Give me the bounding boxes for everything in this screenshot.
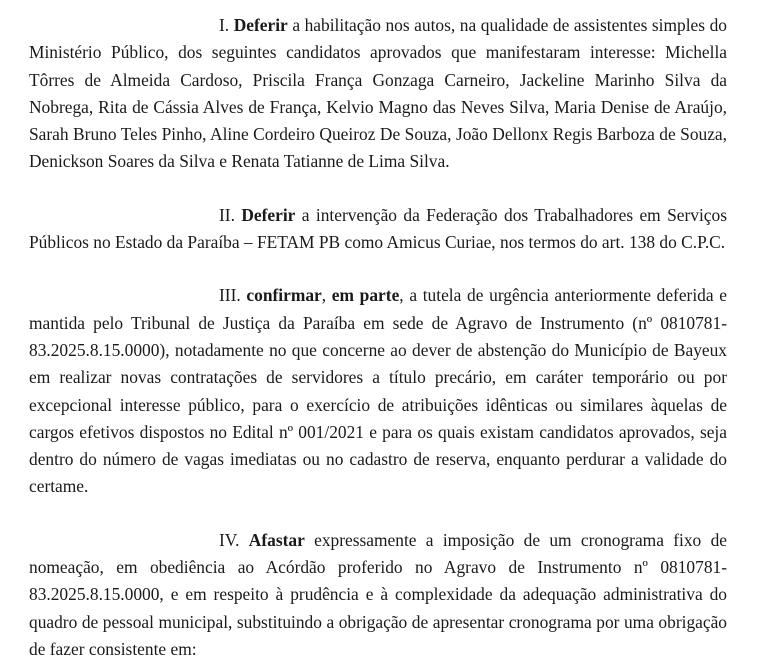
paragraph-numeral: I. (219, 15, 230, 35)
paragraph-numeral: III. (219, 285, 241, 306)
paragraph-numeral: II. (219, 204, 235, 225)
paragraph-text: , a tutela de urgência anteriormente deferida e mantida pelo Tribunal de Justiça da Paraíba em sede de Agravo de Instrumento (nº 0810781-83.2025.8.15.0000), notadamente no que concerne ao dever de abstenção do Município de Bayeux em realizar novas contratações de servidores a título precário, em caráter temporário ou por excepcional interesse público, para o exercício de atribuições idênticas ou similares àquelas de cargos efetivos dispostos no Edital nº 001/2021 e para os quais existam candidatos aprovados, seja dentro do número de vagas imediatas ou no cadastro de reserva, enquanto perdurar a validade do certame. (29, 285, 727, 497)
paragraph-keyword-2: em parte (331, 285, 400, 306)
paragraph-iii (29, 282, 727, 500)
document-body (29, 12, 727, 663)
paragraph-i (29, 12, 727, 176)
paragraph-text: a intervenção da Federação dos Trabalhadores em Serviços Públicos no Estado da Paraíba – FETAM PB como Amicus Curiae, nos termos do art. 138 do C.P.C. (29, 204, 727, 253)
paragraph-text: expressamente a imposição de um cronograma fixo de nomeação, em obediência ao Acórdão proferido no Agravo de Instrumento nº 0810781-83.2025.8.15.0000, e em respeito à prudência e à complexidade da adequação administrativa do quadro de pessoal municipal, substituindo a obrigação de apresentar cronograma por uma obrigação de fazer consistente em: (29, 529, 727, 659)
paragraph-keyword: Deferir (241, 204, 296, 225)
paragraph-keyword: Afastar (248, 529, 305, 550)
paragraph-iv (29, 527, 727, 663)
paragraph-numeral: IV. (219, 529, 240, 550)
paragraph-keyword: confirmar (246, 285, 322, 306)
paragraph-keyword: Deferir (233, 15, 288, 35)
paragraph-text: a habilitação nos autos, na qualidade de assistentes simples do Ministério Público, dos seguintes candidatos aprovados que manifestaram interesse: Michella Tôrres de Almeida Cardoso, Priscila França Gonzaga Carneiro, Jackeline Marinho Silva da Nobrega, Rita de Cássia Alves de França, Kelvio Magno das Neves Silva, Maria Denise de Araújo, Sarah Bruno Teles Pinho, Aline Cordeiro Queiroz De Souza, João Dellonx Regis Barboza de Souza, Denickson Soares da Silva e Renata Tatianne de Lima Silva. (29, 15, 727, 172)
paragraph-separator: , (321, 285, 332, 306)
paragraph-ii (29, 202, 727, 257)
